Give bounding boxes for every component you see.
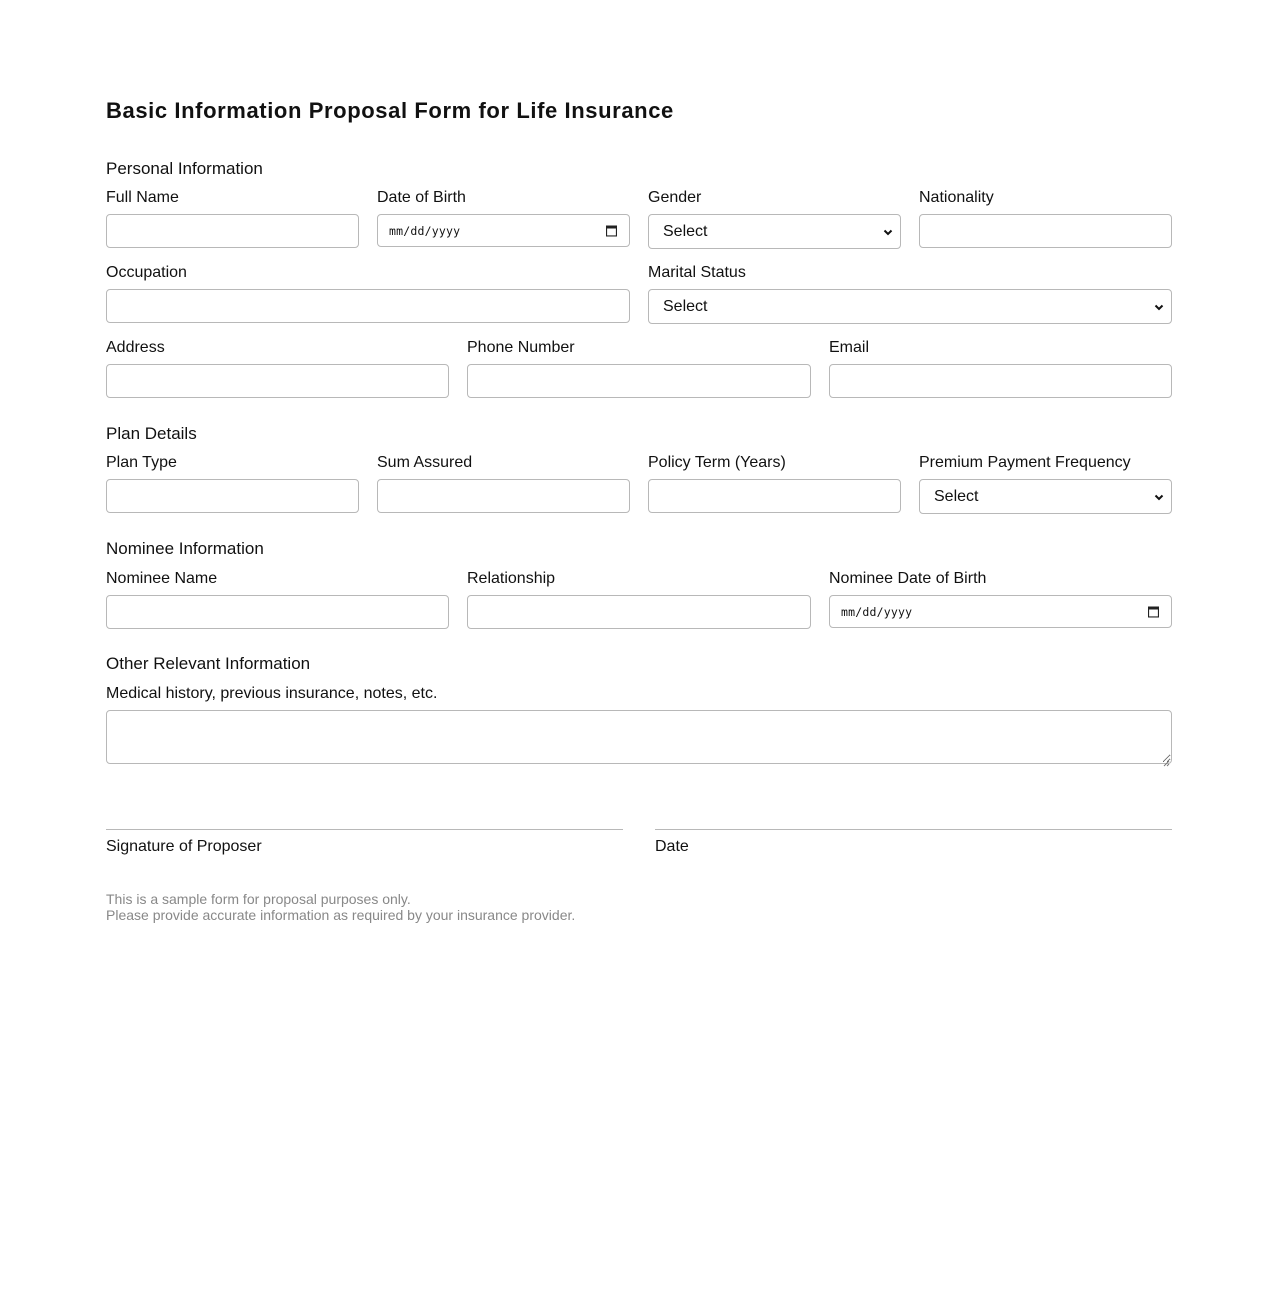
policy-term-field [648,455,901,514]
email-field [829,340,1172,398]
dob-label: Date of Birth [377,189,466,206]
notes-field [106,686,1172,769]
chevron-down-icon [1153,491,1165,503]
notes-wrapper [106,710,1172,769]
signature-proposer-block [106,829,623,856]
page-title: Basic Information Proposal Form for Life Insurance [106,98,674,123]
plan-row [106,455,1172,514]
marital-status-selected-value: Select [663,297,708,315]
nominee-dob-label: Nominee Date of Birth [829,570,987,587]
calendar-icon[interactable] [606,225,617,236]
chevron-down-icon [1153,301,1165,313]
personal-row-3 [106,340,1172,398]
nominee-name-label: Nominee Name [106,570,218,587]
address-label: Address [106,339,165,356]
phone-input[interactable] [467,364,811,398]
premium-frequency-label: Premium Payment Frequency [919,454,1131,471]
occupation-label: Occupation [106,264,187,281]
nationality-field [919,190,1172,249]
section-title-other: Other Relevant Information [106,654,311,673]
sum-assured-label: Sum Assured [377,454,473,471]
email-label: Email [829,339,870,356]
occupation-input[interactable] [106,289,630,323]
occupation-field [106,265,630,324]
date-line [655,829,1172,830]
dob-field [377,190,630,249]
email-input[interactable] [829,364,1172,398]
phone-field [467,340,811,398]
relationship-input[interactable] [467,595,811,629]
nominee-dob-field [829,571,1172,629]
plan-type-label: Plan Type [106,454,177,471]
marital-status-field [648,265,1172,324]
phone-label: Phone Number [467,339,575,356]
nationality-input[interactable] [919,214,1172,248]
nominee-dob-input[interactable] [829,595,1172,628]
gender-field [648,190,901,249]
section-title-nominee: Nominee Information [106,539,264,558]
plan-type-input[interactable] [106,479,359,513]
signature-line [106,829,623,830]
sum-assured-field [377,455,630,514]
notes-label: Medical history, previous insurance, notes, etc. [106,685,438,702]
signature-date-block [655,829,1172,856]
footer-line-2: Please provide accurate information as required by your insurance provider. [106,907,576,923]
premium-frequency-select[interactable] [919,479,1172,514]
footer-line-1: This is a sample form for proposal purposes only. [106,891,411,907]
section-title-plan: Plan Details [106,424,197,443]
premium-frequency-selected-value: Select [934,487,979,505]
personal-row-2 [106,265,1172,324]
gender-select[interactable] [648,214,901,249]
marital-status-label: Marital Status [648,264,746,281]
footer-note [106,891,575,923]
policy-term-label: Policy Term (Years) [648,454,786,471]
nominee-dob-placeholder: mm/dd/yyyy [841,604,913,619]
signature-proposer-label: Signature of Proposer [106,838,262,855]
nominee-name-field [106,571,449,629]
nationality-label: Nationality [919,189,994,206]
signature-date-label: Date [655,838,689,855]
full-name-label: Full Name [106,189,179,206]
section-title-personal: Personal Information [106,159,263,178]
personal-row-1 [106,190,1172,249]
calendar-icon[interactable] [1148,606,1159,617]
gender-label: Gender [648,189,702,206]
address-input[interactable] [106,364,449,398]
premium-frequency-field [919,455,1172,514]
notes-textarea[interactable] [106,710,1172,764]
gender-selected-value: Select [663,222,708,240]
policy-term-input[interactable] [648,479,901,513]
nominee-row [106,571,1172,629]
plan-type-field [106,455,359,514]
relationship-field [467,571,811,629]
chevron-down-icon [882,226,894,238]
sum-assured-input[interactable] [377,479,630,513]
address-field [106,340,449,398]
nominee-name-input[interactable] [106,595,449,629]
marital-status-select[interactable] [648,289,1172,324]
full-name-input[interactable] [106,214,359,248]
dob-input[interactable] [377,214,630,247]
other-row [106,686,1172,769]
full-name-field [106,190,359,249]
dob-placeholder: mm/dd/yyyy [389,223,461,238]
resize-handle-icon[interactable] [1162,759,1170,767]
relationship-label: Relationship [467,570,556,587]
